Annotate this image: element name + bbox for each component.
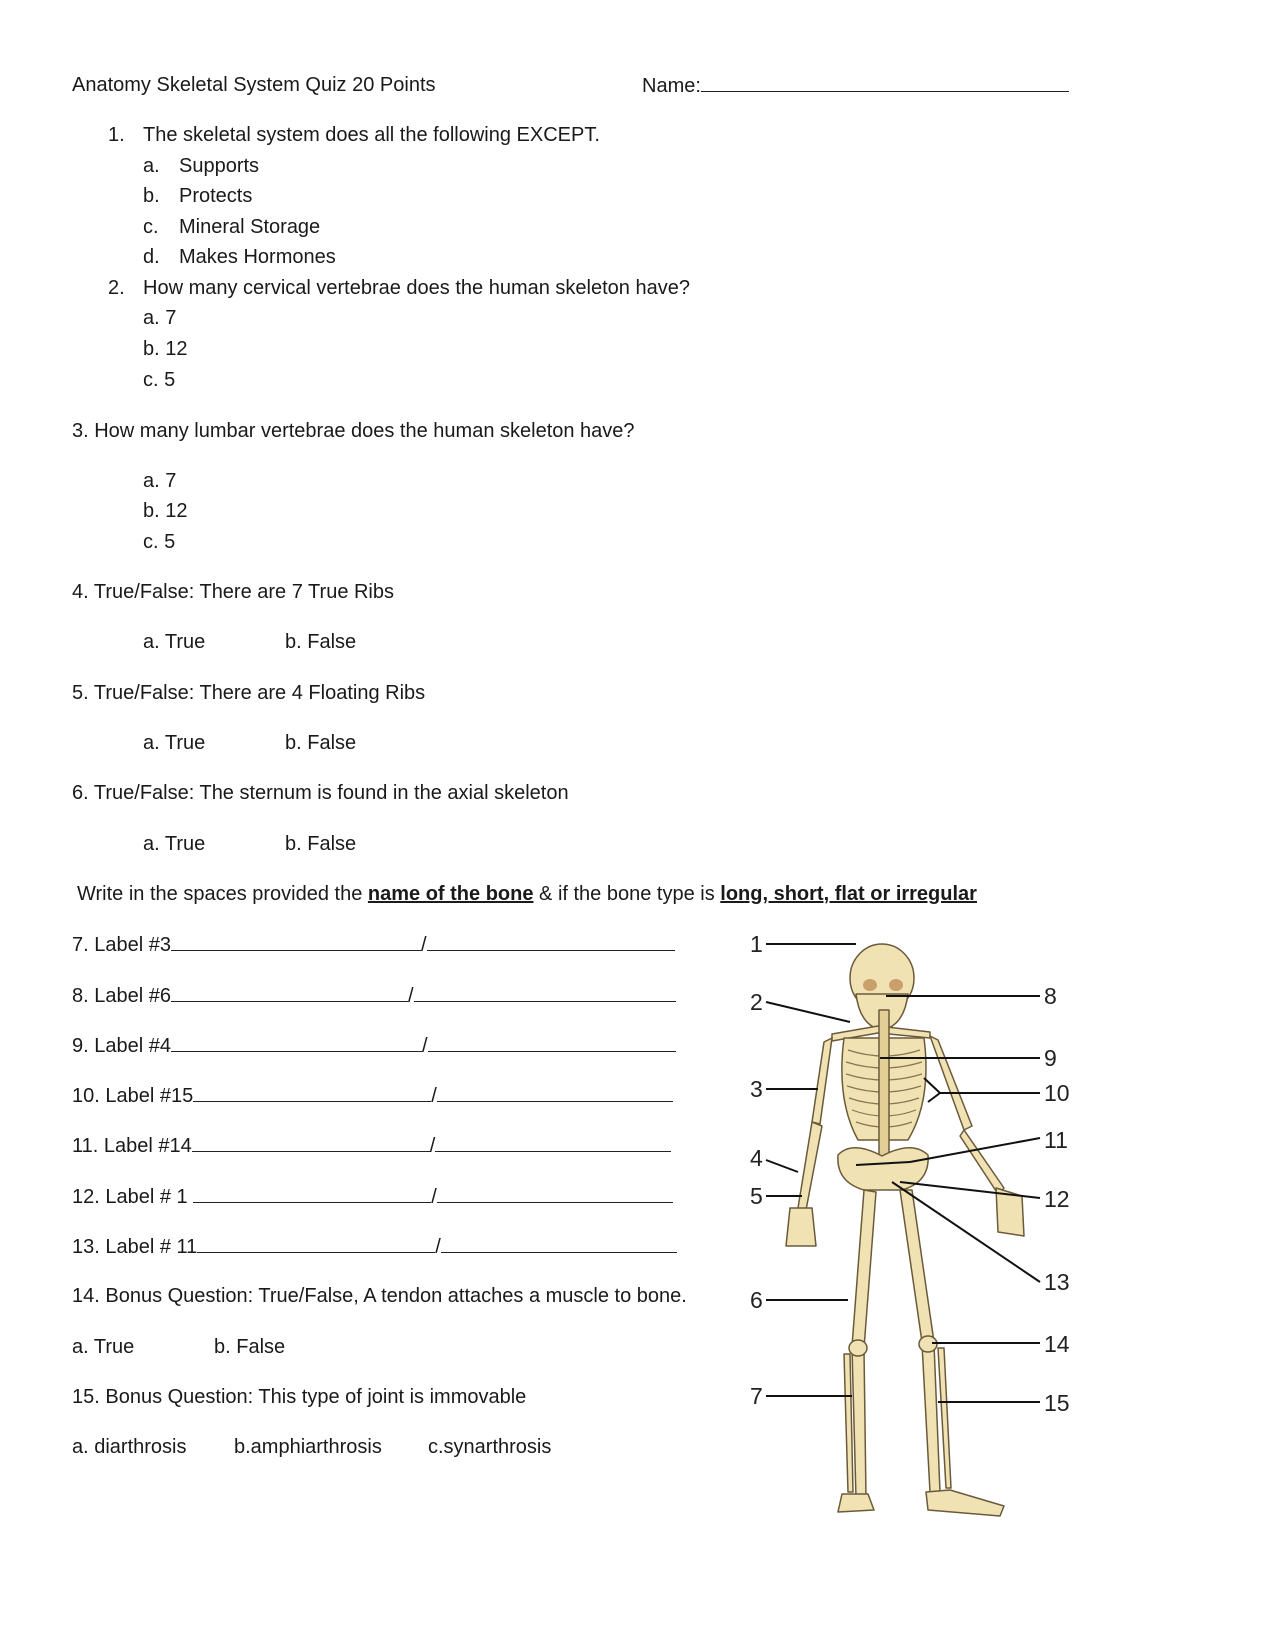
right-tibia — [922, 1344, 940, 1492]
q4-option-b[interactable]: b. False — [285, 631, 357, 653]
label-question-text: 10. Label #15 — [72, 1085, 194, 1107]
right-humerus — [930, 1036, 972, 1130]
instructions-bold-type: long, short, flat or irregular — [720, 883, 977, 905]
diagram-label-10: 10 — [1044, 1080, 1070, 1106]
q2-number: 2. — [108, 277, 125, 299]
bone-name-blank[interactable] — [193, 1184, 431, 1203]
label-question-text: 13. Label # 11 — [72, 1236, 198, 1258]
diagram-label-15: 15 — [1044, 1390, 1070, 1416]
q2-option-b[interactable]: b. 12 — [143, 338, 188, 360]
right-forearm — [960, 1130, 1004, 1194]
right-labels — [1044, 983, 1070, 1416]
q2-option-a[interactable]: a. 7 — [143, 307, 177, 329]
left-femur — [852, 1190, 876, 1348]
bone-type-blank[interactable] — [428, 1033, 676, 1052]
name-blank[interactable] — [701, 73, 1069, 92]
diagram-label-9: 9 — [1044, 1045, 1057, 1071]
diagram-label-12: 12 — [1044, 1186, 1070, 1212]
label-question-text: 11. Label #14 — [72, 1135, 192, 1157]
right-foot — [926, 1490, 1004, 1516]
right-fibula — [938, 1348, 951, 1488]
separator: / — [407, 985, 414, 1007]
instructions-bold-name: name of the bone — [367, 883, 534, 905]
skeleton-figure — [786, 944, 1024, 1516]
left-fibula — [844, 1354, 853, 1492]
q5-option-a[interactable]: a. True — [143, 732, 206, 754]
q14-text: 14. Bonus Question: True/False, A tendon attaches a muscle to bone. — [72, 1285, 687, 1307]
separator: / — [431, 1085, 437, 1107]
q3-option-a[interactable]: a. 7 — [143, 470, 177, 492]
diagram-label-5: 5 — [750, 1183, 763, 1209]
left-patella — [849, 1340, 867, 1356]
diagram-label-2: 2 — [750, 989, 763, 1015]
left-hand — [786, 1208, 816, 1246]
diagram-label-8: 8 — [1044, 983, 1057, 1009]
q1-number: 1. — [108, 124, 125, 146]
bone-name-blank[interactable] — [192, 1133, 430, 1152]
left-tibia — [852, 1348, 866, 1498]
diagram-label-4: 4 — [750, 1145, 763, 1171]
bone-name-blank[interactable] — [171, 1033, 422, 1052]
q4-text: 4. True/False: There are 7 True Ribs — [72, 581, 395, 603]
label-instructions — [77, 882, 977, 906]
bone-type-blank[interactable] — [414, 983, 676, 1002]
q1-option-d-letter: d. — [143, 246, 160, 268]
q3-text: 3. How many lumbar vertebrae does the human skeleton have? — [72, 420, 635, 442]
q1-option-b[interactable]: Protects — [179, 185, 253, 207]
q15-option-c[interactable]: c.synarthrosis — [428, 1436, 552, 1458]
q2-text: How many cervical vertebrae does the human skeleton have? — [143, 277, 690, 299]
q5-option-b[interactable]: b. False — [285, 732, 357, 754]
label-question-text: 7. Label #3 — [72, 934, 171, 956]
diagram-label-7: 7 — [750, 1383, 763, 1409]
diagram-label-1: 1 — [750, 931, 763, 957]
left-humerus — [812, 1038, 832, 1124]
label-question-8 — [72, 983, 676, 1008]
label-question-text: 8. Label #6 — [72, 985, 171, 1007]
name-label: Name: — [642, 75, 701, 97]
q15-text: 15. Bonus Question: This type of joint is immovable — [72, 1386, 527, 1408]
label-question-10 — [72, 1083, 673, 1108]
q1-option-c[interactable]: Mineral Storage — [179, 216, 321, 238]
q15-option-b[interactable]: b.amphiarthrosis — [234, 1436, 382, 1458]
label-question-9 — [72, 1033, 676, 1058]
diagram-label-13: 13 — [1044, 1269, 1070, 1295]
bone-type-blank[interactable] — [427, 932, 675, 951]
q14-option-a[interactable]: a. True — [72, 1336, 135, 1358]
bone-name-blank[interactable] — [197, 1234, 435, 1253]
bone-name-blank[interactable] — [193, 1083, 431, 1102]
right-femur — [900, 1190, 934, 1342]
label-question-7 — [72, 932, 675, 957]
bone-type-blank[interactable] — [441, 1234, 677, 1253]
label-question-11 — [72, 1133, 671, 1158]
q6-option-b[interactable]: b. False — [285, 833, 357, 855]
bone-type-blank[interactable] — [437, 1184, 673, 1203]
bone-type-blank[interactable] — [435, 1133, 671, 1152]
separator: / — [429, 1135, 436, 1157]
label-question-text: 9. Label #4 — [72, 1035, 171, 1057]
diagram-label-6: 6 — [750, 1287, 763, 1313]
bone-type-blank[interactable] — [437, 1083, 673, 1102]
q3-option-b[interactable]: b. 12 — [143, 500, 188, 522]
instructions-mid: & if the bone type is — [533, 883, 721, 905]
q6-option-a[interactable]: a. True — [143, 833, 206, 855]
separator: / — [435, 1236, 441, 1258]
bone-name-blank[interactable] — [171, 932, 421, 951]
separator: / — [431, 1186, 437, 1208]
q1-option-d[interactable]: Makes Hormones — [179, 246, 336, 268]
q1-option-a-letter: a. — [143, 155, 160, 177]
q2-option-c[interactable]: c. 5 — [143, 369, 176, 391]
diagram-label-11: 11 — [1044, 1127, 1068, 1153]
instructions-pre: Write in the spaces provided the — [77, 883, 368, 905]
separator: / — [420, 934, 427, 956]
q1-text: The skeletal system does all the following EXCEPT. — [143, 124, 600, 146]
q4-option-a[interactable]: a. True — [143, 631, 206, 653]
q5-text: 5. True/False: There are 4 Floating Ribs — [72, 682, 426, 704]
skeleton-diagram — [750, 931, 1120, 1530]
diagram-label-3: 3 — [750, 1076, 763, 1102]
name-field[interactable] — [642, 73, 1069, 98]
q1-option-b-letter: b. — [143, 185, 160, 207]
label-question-13 — [72, 1234, 677, 1259]
label-question-12 — [72, 1184, 673, 1209]
bone-name-blank[interactable] — [171, 983, 408, 1002]
left-labels — [750, 931, 763, 1409]
q1-option-c-letter: c. — [143, 216, 159, 238]
q3-option-c[interactable]: c. 5 — [143, 531, 176, 553]
label-question-text: 12. Label # 1 — [72, 1186, 194, 1208]
left-foot — [838, 1494, 874, 1512]
q15-option-a[interactable]: a. diarthrosis — [72, 1436, 187, 1458]
separator: / — [421, 1035, 428, 1057]
q1-option-a[interactable]: Supports — [179, 155, 260, 177]
q6-text: 6. True/False: The sternum is found in the axial skeleton — [72, 782, 569, 804]
quiz-title: Anatomy Skeletal System Quiz 20 Points — [72, 74, 436, 96]
diagram-label-14: 14 — [1044, 1331, 1070, 1357]
q14-option-b[interactable]: b. False — [214, 1336, 286, 1358]
